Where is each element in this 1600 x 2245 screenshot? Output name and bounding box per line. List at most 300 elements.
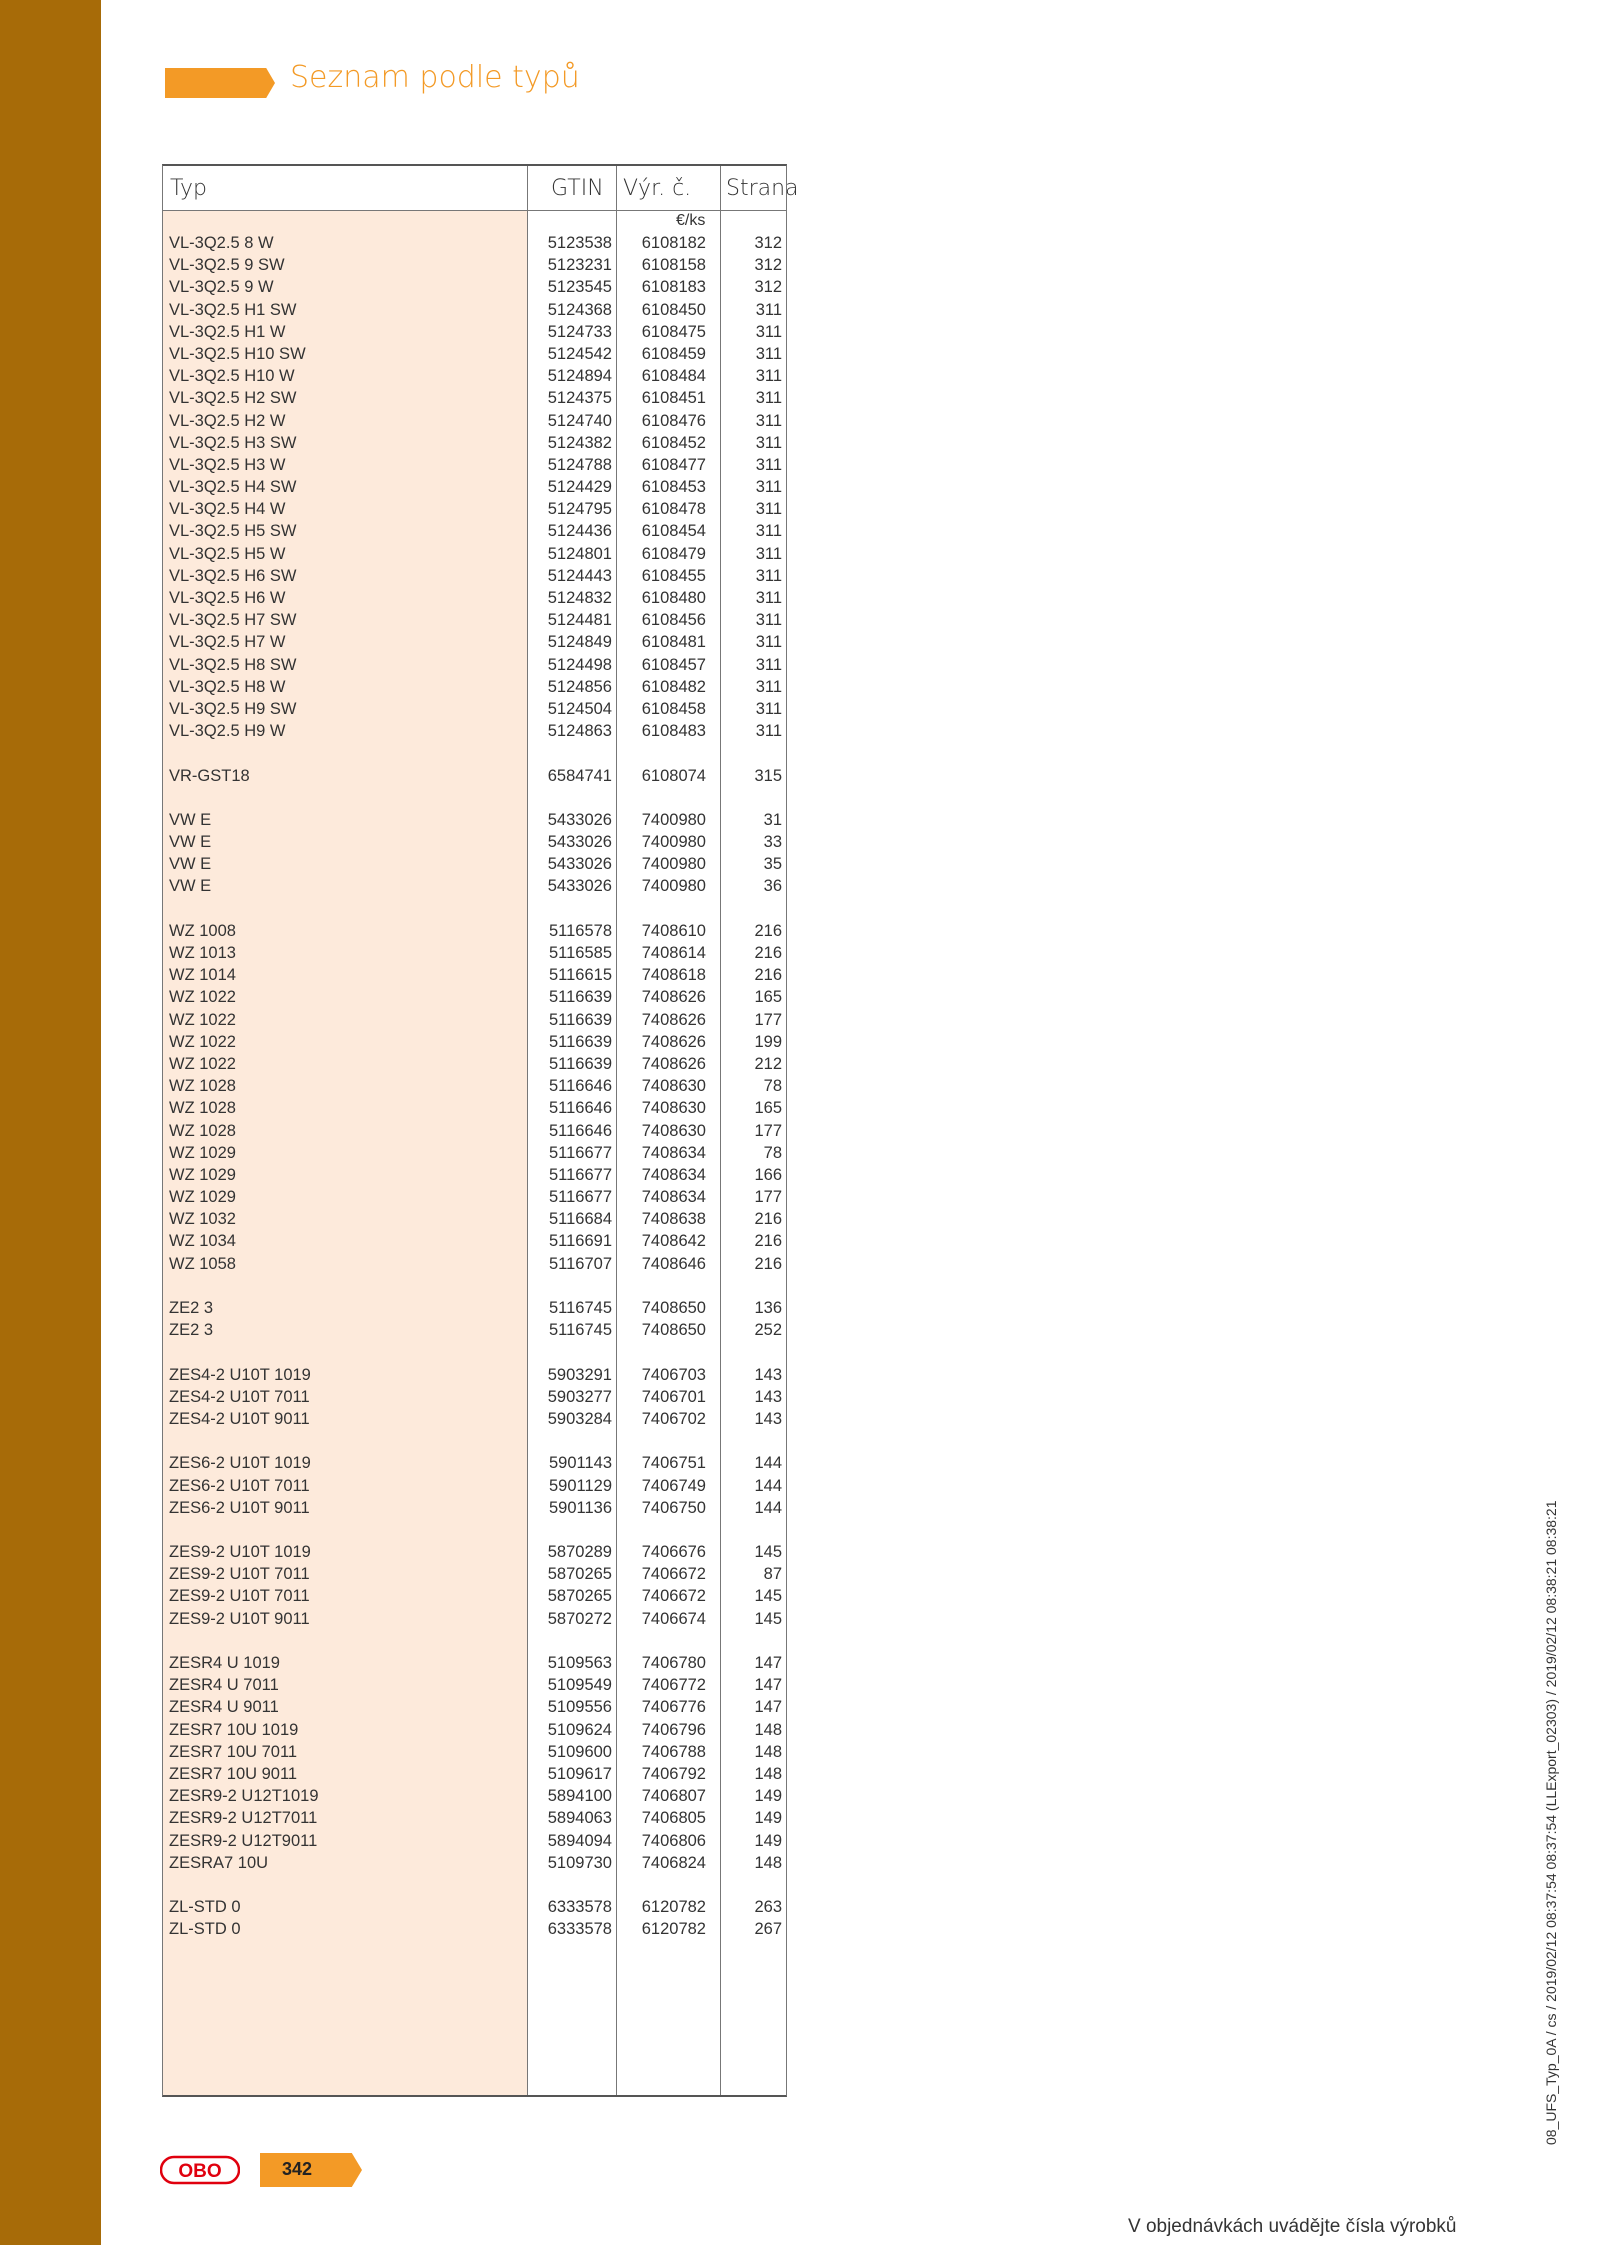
cell-strana: 311 (755, 677, 782, 696)
cell-strana: 311 (755, 699, 782, 718)
cell-vyr: 7400980 (641, 855, 706, 874)
table-row (163, 1763, 786, 1785)
cell-gtin: 6333578 (547, 1898, 612, 1917)
cell-gtin: 5894100 (547, 1787, 612, 1806)
table-row (163, 1452, 786, 1474)
cell-vyr: 7406824 (641, 1853, 706, 1872)
table-row (163, 1630, 786, 1652)
cell-strana: 78 (763, 1077, 782, 1096)
cell-strana: 252 (754, 1321, 782, 1340)
table-row (163, 1830, 786, 1852)
table-row (163, 476, 786, 498)
header-divider (163, 210, 786, 211)
cell-typ: WZ 1058 (169, 1254, 236, 1273)
cell-vyr: 7406672 (641, 1587, 706, 1606)
cell-gtin: 5124832 (547, 589, 612, 607)
cell-typ: ZESR7 10U 1019 (169, 1720, 299, 1739)
table-row (163, 1075, 786, 1097)
cell-typ: ZESR4 U 7011 (169, 1676, 279, 1695)
cell-gtin: 5901129 (548, 1476, 612, 1495)
cell-strana: 148 (754, 1853, 782, 1872)
cell-gtin: 5903291 (547, 1365, 612, 1384)
table-row (163, 232, 786, 254)
cell-gtin: 5901143 (548, 1454, 612, 1473)
table-row (163, 676, 786, 698)
table-row (163, 498, 786, 520)
cell-typ: WZ 1034 (169, 1232, 236, 1251)
column-header-typ: Typ (170, 176, 207, 201)
cell-vyr: 7406776 (641, 1698, 706, 1717)
cell-vyr: 7400980 (641, 877, 706, 896)
cell-vyr: 7408642 (641, 1232, 706, 1251)
cell-gtin: 5124863 (547, 722, 612, 741)
cell-strana: 145 (754, 1609, 782, 1628)
cell-gtin: 5124801 (547, 544, 612, 563)
cell-vyr: 6108475 (641, 322, 706, 341)
product-table (162, 164, 799, 2097)
cell-strana: 311 (755, 300, 782, 319)
cell-gtin: 5109624 (547, 1720, 612, 1739)
cell-gtin: 5116646 (548, 1077, 612, 1096)
table-row (163, 1785, 786, 1807)
table-body (163, 232, 786, 1940)
cell-vyr: 7400980 (641, 810, 706, 829)
cell-typ: VL-3Q2.5 H10 SW (169, 344, 306, 363)
cell-strana: 312 (754, 234, 782, 252)
cell-typ: ZESRA7 10U (169, 1853, 269, 1872)
cell-vyr: 6108074 (641, 766, 706, 785)
cell-typ: VL-3Q2.5 H1 W (169, 322, 286, 341)
cell-gtin: 5433026 (547, 833, 612, 852)
cell-typ: VW E (169, 855, 212, 874)
cell-strana: 311 (755, 322, 782, 341)
table-row (163, 1874, 786, 1896)
cell-gtin: 5433026 (547, 855, 612, 874)
column-header-strana: Strana (726, 176, 799, 201)
table-row (163, 831, 786, 853)
cell-typ: WZ 1022 (169, 988, 236, 1007)
cell-typ: VL-3Q2.5 H5 W (169, 544, 286, 563)
page-title: Seznam podle typů (290, 60, 580, 95)
cell-gtin: 5116646 (548, 1099, 612, 1118)
cell-gtin: 5116677 (548, 1143, 612, 1162)
table-row (163, 1009, 786, 1031)
table-row (163, 1541, 786, 1563)
cell-vyr: 7406672 (641, 1565, 706, 1584)
table-row (163, 1475, 786, 1497)
cell-gtin: 5124436 (547, 522, 612, 541)
cell-typ: WZ 1029 (169, 1165, 236, 1184)
cell-strana: 144 (754, 1498, 782, 1517)
table-row (163, 809, 786, 831)
cell-typ: ZES6-2 U10T 9011 (169, 1498, 310, 1517)
cell-vyr: 7408650 (641, 1299, 706, 1317)
cell-typ: VL-3Q2.5 H10 W (169, 367, 295, 386)
cell-typ: VL-3Q2.5 H3 SW (169, 433, 297, 452)
table-row (163, 1120, 786, 1142)
cell-typ: WZ 1029 (169, 1188, 236, 1207)
cell-typ: WZ 1029 (169, 1143, 236, 1162)
cell-gtin: 5116639 (548, 1054, 612, 1073)
table-row (163, 1652, 786, 1674)
cell-vyr: 7408626 (641, 1010, 706, 1029)
cell-typ: ZES9-2 U10T 1019 (169, 1543, 311, 1562)
cell-vyr: 7406807 (641, 1787, 706, 1806)
cell-gtin: 5109617 (547, 1764, 612, 1783)
cell-vyr: 7406780 (641, 1654, 706, 1672)
cell-typ: VL-3Q2.5 9 SW (169, 256, 285, 275)
cell-strana: 165 (754, 1099, 782, 1118)
cell-typ: VR-GST18 (169, 766, 250, 785)
table-row (163, 942, 786, 964)
table-row (163, 254, 786, 276)
cell-strana: 78 (763, 1143, 782, 1162)
table-row (163, 1230, 786, 1252)
obo-logo (160, 2155, 240, 2185)
cell-vyr: 7408630 (641, 1077, 706, 1096)
cell-vyr: 6108478 (641, 500, 706, 519)
table-row (163, 1386, 786, 1408)
table-row (163, 432, 786, 454)
cell-vyr: 6108483 (641, 722, 706, 741)
table-row (163, 276, 786, 298)
cell-typ: VL-3Q2.5 H5 SW (169, 522, 297, 541)
cell-vyr: 6108454 (641, 522, 706, 541)
cell-gtin: 5870272 (547, 1609, 612, 1628)
cell-gtin: 5124443 (547, 566, 612, 585)
cell-typ: WZ 1028 (169, 1077, 236, 1096)
cell-gtin: 5116684 (548, 1210, 612, 1229)
cell-vyr: 7406703 (641, 1365, 706, 1384)
table-row (163, 1031, 786, 1053)
cell-typ: WZ 1022 (169, 1054, 236, 1073)
cell-gtin: 5116639 (548, 1010, 612, 1029)
cell-strana: 311 (755, 433, 782, 452)
cell-strana: 311 (755, 633, 782, 652)
cell-strana: 267 (754, 1920, 782, 1939)
table-row (163, 875, 786, 897)
page-number: 342 (282, 2159, 313, 2179)
cell-strana: 31 (763, 810, 782, 829)
table-row (163, 1164, 786, 1186)
cell-typ: WZ 1022 (169, 1032, 236, 1051)
cell-strana: 311 (755, 455, 782, 474)
cell-strana: 143 (754, 1365, 782, 1384)
cell-strana: 311 (755, 367, 782, 386)
cell-gtin: 5124856 (547, 677, 612, 696)
cell-vyr: 7408634 (641, 1165, 706, 1184)
cell-vyr: 6108453 (641, 478, 706, 497)
table-row (163, 1519, 786, 1541)
cell-gtin: 5116585 (548, 944, 612, 962)
cell-typ: VL-3Q2.5 H7 SW (169, 611, 297, 630)
cell-gtin: 5116745 (548, 1299, 612, 1317)
cell-vyr: 7406796 (641, 1720, 706, 1739)
cell-typ: VW E (169, 877, 212, 896)
cell-typ: ZESR4 U 1019 (169, 1654, 280, 1672)
table-row (163, 1053, 786, 1075)
cell-typ: ZES6-2 U10T 1019 (169, 1454, 311, 1473)
cell-gtin: 5124481 (547, 611, 612, 630)
table-row (163, 787, 786, 809)
cell-typ: ZE2 3 (169, 1321, 214, 1340)
cell-strana: 149 (754, 1831, 782, 1850)
table-row (163, 1896, 786, 1918)
cell-vyr: 6108455 (641, 566, 706, 585)
cell-typ: ZESR9-2 U12T1019 (169, 1787, 319, 1806)
cell-strana: 216 (754, 1232, 782, 1251)
table-row (163, 964, 786, 986)
table-row (163, 1341, 786, 1363)
cell-vyr: 6108458 (641, 699, 706, 718)
table-row (163, 1696, 786, 1718)
table-row (163, 1142, 786, 1164)
cell-strana: 216 (754, 944, 782, 962)
cell-vyr: 7408638 (641, 1210, 706, 1229)
cell-typ: ZES4-2 U10T 7011 (169, 1387, 310, 1406)
cell-typ: ZES9-2 U10T 7011 (169, 1565, 310, 1584)
table-row (163, 1275, 786, 1297)
cell-vyr: 6108482 (641, 677, 706, 696)
cell-strana: 263 (754, 1898, 782, 1917)
cell-vyr: 7408634 (641, 1143, 706, 1162)
cell-gtin: 5123231 (547, 256, 612, 275)
cell-typ: VL-3Q2.5 H8 SW (169, 655, 297, 674)
cell-strana: 311 (755, 611, 782, 630)
cell-vyr: 7408626 (641, 1032, 706, 1051)
cell-vyr: 7406806 (641, 1831, 706, 1850)
cell-strana: 311 (755, 589, 782, 607)
cell-vyr: 7406674 (641, 1609, 706, 1628)
table-row (163, 321, 786, 343)
cell-typ: ZES4-2 U10T 9011 (169, 1409, 310, 1428)
cell-typ: VW E (169, 810, 212, 829)
table-row (163, 543, 786, 565)
cell-vyr: 7406702 (641, 1409, 706, 1428)
cell-typ: WZ 1014 (169, 966, 236, 985)
cell-vyr: 7408614 (641, 944, 706, 962)
cell-vyr: 7408626 (641, 988, 706, 1007)
cell-typ: VL-3Q2.5 H6 W (169, 589, 286, 607)
cell-strana: 36 (763, 877, 782, 896)
cell-gtin: 5109600 (547, 1742, 612, 1761)
cell-typ: VL-3Q2.5 H8 W (169, 677, 286, 696)
table-row (163, 1297, 786, 1319)
cell-gtin: 5116677 (548, 1188, 612, 1207)
cell-strana: 148 (754, 1720, 782, 1739)
cell-typ: VL-3Q2.5 H6 SW (169, 566, 297, 585)
cell-gtin: 5433026 (547, 877, 612, 896)
cell-vyr: 7406750 (641, 1498, 706, 1517)
cell-typ: VW E (169, 833, 212, 852)
cell-vyr: 6108457 (641, 655, 706, 674)
cell-strana: 311 (755, 655, 782, 674)
cell-strana: 166 (754, 1165, 782, 1184)
table-row (163, 1186, 786, 1208)
cell-typ: VL-3Q2.5 H4 W (169, 500, 286, 519)
table-row (163, 1563, 786, 1585)
cell-vyr: 6108451 (641, 389, 706, 408)
cell-strana: 311 (755, 500, 782, 519)
cell-vyr: 7406749 (641, 1476, 706, 1495)
cell-strana: 212 (754, 1054, 782, 1073)
cell-gtin: 5124368 (547, 300, 612, 319)
cell-strana: 177 (754, 1121, 782, 1140)
cell-typ: ZESR7 10U 7011 (169, 1742, 298, 1761)
cell-gtin: 5124740 (547, 411, 612, 430)
cell-strana: 148 (754, 1764, 782, 1783)
cell-vyr: 6108481 (641, 633, 706, 652)
cell-typ: VL-3Q2.5 H3 W (169, 455, 286, 474)
cell-strana: 216 (754, 921, 782, 940)
cell-vyr: 7408630 (641, 1121, 706, 1140)
cell-gtin: 5894063 (547, 1809, 612, 1828)
cell-strana: 147 (754, 1654, 782, 1672)
cell-gtin: 5124382 (547, 433, 612, 452)
cell-vyr: 6108476 (641, 411, 706, 430)
header-arrow-marker (165, 68, 275, 98)
cell-typ: VL-3Q2.5 H2 W (169, 411, 286, 430)
cell-strana: 177 (754, 1188, 782, 1207)
table-row (163, 1674, 786, 1696)
cell-vyr: 7400980 (641, 833, 706, 852)
cell-vyr: 6108456 (641, 611, 706, 630)
table-row (163, 587, 786, 609)
cell-gtin: 5123545 (547, 278, 612, 297)
cell-gtin: 5124849 (547, 633, 612, 652)
table-row (163, 654, 786, 676)
cell-vyr: 7408630 (641, 1099, 706, 1118)
table-row (163, 1497, 786, 1519)
cell-gtin: 5124429 (547, 478, 612, 497)
cell-typ: VL-3Q2.5 H7 W (169, 633, 286, 652)
cell-strana: 216 (754, 966, 782, 985)
table-row (163, 698, 786, 720)
cell-gtin: 5109730 (547, 1853, 612, 1872)
cell-vyr: 6108479 (641, 544, 706, 563)
cell-typ: ZES9-2 U10T 9011 (169, 1609, 310, 1628)
cell-gtin: 5870265 (547, 1587, 612, 1606)
cell-vyr: 6108182 (641, 234, 706, 252)
cell-strana: 311 (755, 522, 782, 541)
cell-strana: 149 (754, 1809, 782, 1828)
cell-gtin: 5903284 (547, 1409, 612, 1428)
cell-gtin: 5116691 (548, 1232, 612, 1251)
table-row (163, 387, 786, 409)
cell-typ: VL-3Q2.5 H4 SW (169, 478, 297, 497)
cell-typ: ZESR9-2 U12T7011 (169, 1809, 318, 1828)
cell-typ: VL-3Q2.5 H9 SW (169, 699, 297, 718)
cell-gtin: 5116707 (548, 1254, 612, 1273)
table-row (163, 1608, 786, 1630)
cell-gtin: 5109549 (547, 1676, 612, 1695)
table-row (163, 1430, 786, 1452)
cell-vyr: 6120782 (641, 1920, 706, 1939)
cell-strana: 311 (755, 344, 782, 363)
cell-gtin: 5116677 (548, 1165, 612, 1184)
cell-vyr: 7406792 (641, 1764, 706, 1783)
cell-strana: 148 (754, 1742, 782, 1761)
cell-gtin: 6333578 (547, 1920, 612, 1939)
cell-strana: 315 (754, 766, 782, 785)
table-row (163, 454, 786, 476)
cell-strana: 33 (763, 833, 782, 852)
cell-vyr: 6108477 (641, 455, 706, 474)
table-row (163, 565, 786, 587)
cell-gtin: 5124795 (547, 500, 612, 519)
table-row (163, 1319, 786, 1341)
cell-strana: 87 (763, 1565, 782, 1584)
table-row (163, 898, 786, 920)
table-row (163, 853, 786, 875)
cell-typ: ZL-STD 0 (169, 1920, 241, 1939)
cell-vyr: 6108452 (641, 433, 706, 452)
cell-vyr: 6108459 (641, 344, 706, 363)
table-row (163, 1852, 786, 1874)
cell-vyr: 7406676 (641, 1543, 706, 1562)
cell-strana: 311 (755, 389, 782, 408)
print-metadata-note: 08_UFS_Typ_0A / cs / 2019/02/12 08:37:54 08:37:54 (LLExport_02303) / 2019/02/12 08:38:21 08:38:21 (1543, 1500, 1559, 2145)
side-color-bar (0, 0, 101, 2245)
table-row (163, 365, 786, 387)
cell-typ: ZESR7 10U 9011 (169, 1764, 298, 1783)
cell-vyr: 7408610 (641, 921, 706, 940)
cell-gtin: 5109556 (547, 1698, 612, 1717)
cell-strana: 216 (754, 1210, 782, 1229)
cell-typ: VL-3Q2.5 8 W (169, 234, 274, 252)
cell-strana: 312 (754, 256, 782, 275)
cell-gtin: 5116639 (548, 1032, 612, 1051)
cell-typ: ZES6-2 U10T 7011 (169, 1476, 310, 1495)
cell-strana: 199 (754, 1032, 782, 1051)
cell-vyr: 7406805 (641, 1809, 706, 1828)
cell-strana: 136 (754, 1299, 782, 1317)
cell-strana: 147 (754, 1676, 782, 1695)
cell-strana: 145 (754, 1587, 782, 1606)
cell-gtin: 5109563 (547, 1654, 612, 1672)
cell-gtin: 6584741 (547, 766, 612, 785)
cell-typ: ZE2 3 (169, 1299, 214, 1317)
cell-gtin: 5116646 (548, 1121, 612, 1140)
cell-typ: ZES9-2 U10T 7011 (169, 1587, 310, 1606)
cell-typ: WZ 1028 (169, 1099, 236, 1118)
table-row (163, 609, 786, 631)
cell-gtin: 5124542 (547, 344, 612, 363)
table-row (163, 742, 786, 764)
cell-gtin: 5124788 (547, 455, 612, 474)
cell-vyr: 6108158 (641, 256, 706, 275)
table-row (163, 765, 786, 787)
cell-typ: ZL-STD 0 (169, 1898, 241, 1917)
cell-vyr: 7406772 (641, 1676, 706, 1695)
table-row (163, 410, 786, 432)
cell-typ: VL-3Q2.5 H2 SW (169, 389, 297, 408)
table-row (163, 986, 786, 1008)
cell-vyr: 7408646 (641, 1254, 706, 1273)
cell-strana: 165 (754, 988, 782, 1007)
cell-vyr: 6108450 (641, 300, 706, 319)
svg-text:OBO: OBO (178, 2161, 222, 2182)
cell-gtin: 5433026 (547, 810, 612, 829)
cell-gtin: 5870265 (547, 1565, 612, 1584)
cell-strana: 143 (754, 1409, 782, 1428)
cell-vyr: 7406788 (641, 1742, 706, 1761)
cell-strana: 311 (755, 566, 782, 585)
cell-gtin: 5123538 (547, 234, 612, 252)
cell-strana: 35 (763, 855, 782, 874)
table-row (163, 1807, 786, 1829)
cell-typ: WZ 1008 (169, 921, 236, 940)
